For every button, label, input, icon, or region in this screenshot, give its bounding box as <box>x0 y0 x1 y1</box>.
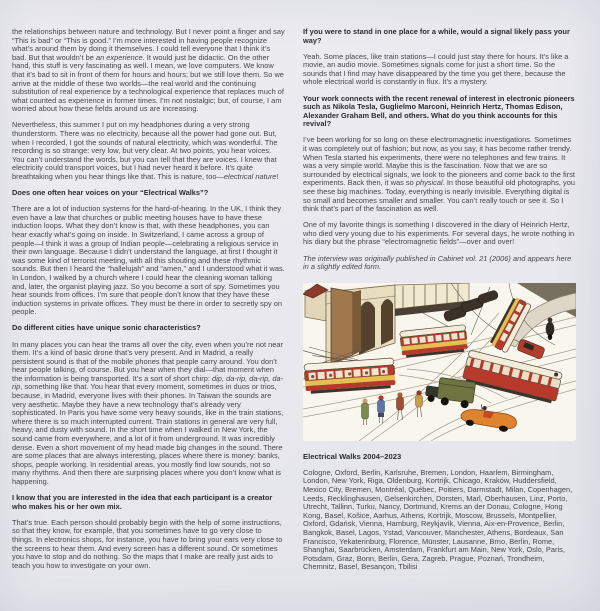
interview-question: I know that you are interested in the idea that each participant is a creator who makes his or her own mix. <box>12 493 273 511</box>
interview-answer: One of my favorite things is something I discovered in the diary of Heinrich Hertz, who died very young due to his experiments. For several days, he wrote nothing in his diary but the phrase “electromagnetic fields”—over and over! <box>303 220 575 247</box>
interview-answer: That’s true. Each person should probably begin with the help of some instructions, so that they know, for example, that you sometimes have to go very close to things. In electronics shops, for instance, you have to bring your ears very close to the screens to hear them. And every screen has a different sound. Or sometimes you have to stop and do nothing. So the maps that I make are really just aids to teach you how to investigate on your own. <box>12 517 283 570</box>
interview-question: Does one often hear voices on your “Electrical Walks”? <box>12 188 209 198</box>
illustration-caption: Electrical Walks 2004–2023 <box>303 451 402 461</box>
interview-question: Your work connects with the recent renewal of interest in electronic pioneers such as Nikola Tesla, Guglielmo Marconi, Heinrich Hertz, Thomas Edison, Alexander Graham Bell, and others. What do you think accounts for this revival? <box>303 93 575 129</box>
interview-answer: the relationships between nature and technology. But I never point a finger and say “This is bad” or “This is good.” I’m more interested in having people recognize what’s around them by doing it themselves. I could tell everyone that I think it’s bad. But that wouldn’t be an experience. It would just be didactic. On the other hand, this stuff is very fascinating as well. I mean, we love computers. We know that it’s bad to sit in front of them for hours and hours; but we still love them. So we arrive at the middle of these two worlds—the real world and the continuing substitution of real experience by a technological experience that replaces much of what counted as experience in former times. I’m not nostalgic; but, of course, I am worried about how these fields around us are increasing. <box>12 27 285 114</box>
left-column <box>12 28 285 570</box>
city-list: Cologne, Oxford, Berlin, Karlsruhe, Bremen, London, Haarlem, Birmingham, London, New York, Riga, Oldenburg, Kortrijk, Chicago, Kraków, Huddersfield, Mexico City, Bremen, Montréal, Québec, Poitiers, Darmstadt, Milan, Copenhagen, Leeds, Recklinghausen, Gelsenkirchen, Dorsten, Marl, Oberhausen, Linz, Porto, Utrecht, Tallinn, Turku, Nancy, Dortmund, Krems an der Donau, Cologne, Hong Kong, Basel, Košice, Aarhus, Athens, Kortrijk, Moscow, Brussels, Montpellier, Oxford, Gdańsk, Vienna, Hamburg, Reykjavík, Vienna, Aix-en-Provence, Berlin, Bangkok, Basel, Lagos, Ystad, Vancouver, Manchester, Athens, Bordeaux, San Francisco, Yekaterinburg, Florence, Münster, Lausanne, Brno, Berlin, Rome, Shanghai, Saarbrücken, Amsterdam, Frankfurt am Main, New York, Oslo, Paris, Potsdam, Graz, Bonn, Berlin, Gera, Zagreb, Prague, Poznań, Trondheim, Chemnitz, Basel, Besançon, Tbilisi <box>303 467 573 572</box>
interview-question: If you were to stand in one place for a while, would a signal likely pass your way? <box>303 27 570 45</box>
right-column <box>303 28 576 572</box>
interview-answer: Nevertheless, this summer I put on my headphones during a very strong thunderstorm. There was no electricity, because all the power had gone out. But, when I recorded, I got the sounds of natural electricity, which was wonderful. The recording is so strange: very low, but very clear. At two points, you hear voices. You can’t understand the words, but you can tell that they are voices. I knew that electricity could transport voices, but I had never heard it before. It’s quite breathtaking when you hear things like that. This is nature, too—electrical nature! <box>12 120 279 181</box>
right-column-text <box>303 28 576 272</box>
tram-intersection-illustration <box>303 283 576 441</box>
interview-question: Do different cities have unique sonic characteristics? <box>12 323 201 333</box>
interview-note: The interview was originally published in Cabinet vol. 21 (2006) and appears here in a slightly edited form. <box>303 253 572 272</box>
interview-answer: Yeah. Some places, like train stations—I could just stay there for hours. It’s like a movie, an audio movie. Sometimes signals come for just a short time. So the sounds that I find may have disappeared by the time you get there, because the whole electrical world is constantly in flux. It’s a mystery. <box>303 51 569 87</box>
interview-answer: I’ve been working for so long on these electromagnetic investigations. Sometimes it was completely out of fashion; but now, as you say, it has become rather trendy. When Tesla started his experiments, there were no telephones and few trains. It was a very simple world. Maybe this is the fascination. Now that we are so surrounded by electrical signals, we look to the pioneers and come back to the first experiments. Back then, it was so physical. In those beautiful old photographs, you see these big machines. Today, everything is nearly invisible. Everything digital is so small and becomes smaller and smaller. You can’t really touch or see it. So I think that’s part of the fascination as well. <box>303 135 576 214</box>
interview-answer: There are a lot of induction systems for the hard-of-hearing. In the UK, I think they even have a law that churches or public meeting houses have to have these induction loops. What they don’t know is that, with these headphones, you can hear exactly what’s going on inside. In Switzerland, I came across a group of people—I think it was a group of Indian people—celebrating a religious service in their own language. Because I didn’t understand the language, at first I thought it was some kind of terrorist meeting, with all this shouting and these rhythmic sounds. But then I heard the “hallelujah” and “amen,” and I understood what it was. In London, I walked by a church where I could hear the cleaning woman talking and, later, the organist playing jazz. So you become a sort of spy. Sometimes you hear sounds from offices. I’m sure that people don’t know that they have these induction systems in private offices. They must be there in order to secretly spy on people. <box>12 204 285 317</box>
interview-answer: In many places you can hear the trams all over the city, even when you’re not near them. It’s a kind of basic drone that’s very present. And in Madrid, a really persistent sound is that of the mobile phones that people carry around. You don’t hear people talking, of course. But you hear when they dial—that moment when the information is being transported. It’s a sort of short chirp: dip, da-rip, da-rip, da-rip, something like that. You hear that every moment, sometimes in duos or trios, because, in Madrid, everyone lives with their phones. In Taiwan the sounds are very aesthetic. Maybe they have a new technology that’s already very sophisticated. In Paris you have some very heavy sounds, like in the train stations, where there is so much interrupted current. Train stations in general are very full, heavy, and dusty with sound. In the short time when I walked in New York, the sound came from everywhere, and a lot of it from underground. It was incredibly dense. Even a short movement of my head made big changes in the sound. There are some places that are always interesting, places where there is money: banks, shops, people working. In residential areas, you mostly find low sounds, not so many rhythms. And then there are surprising places where you don’t know what is happening. <box>12 339 284 486</box>
